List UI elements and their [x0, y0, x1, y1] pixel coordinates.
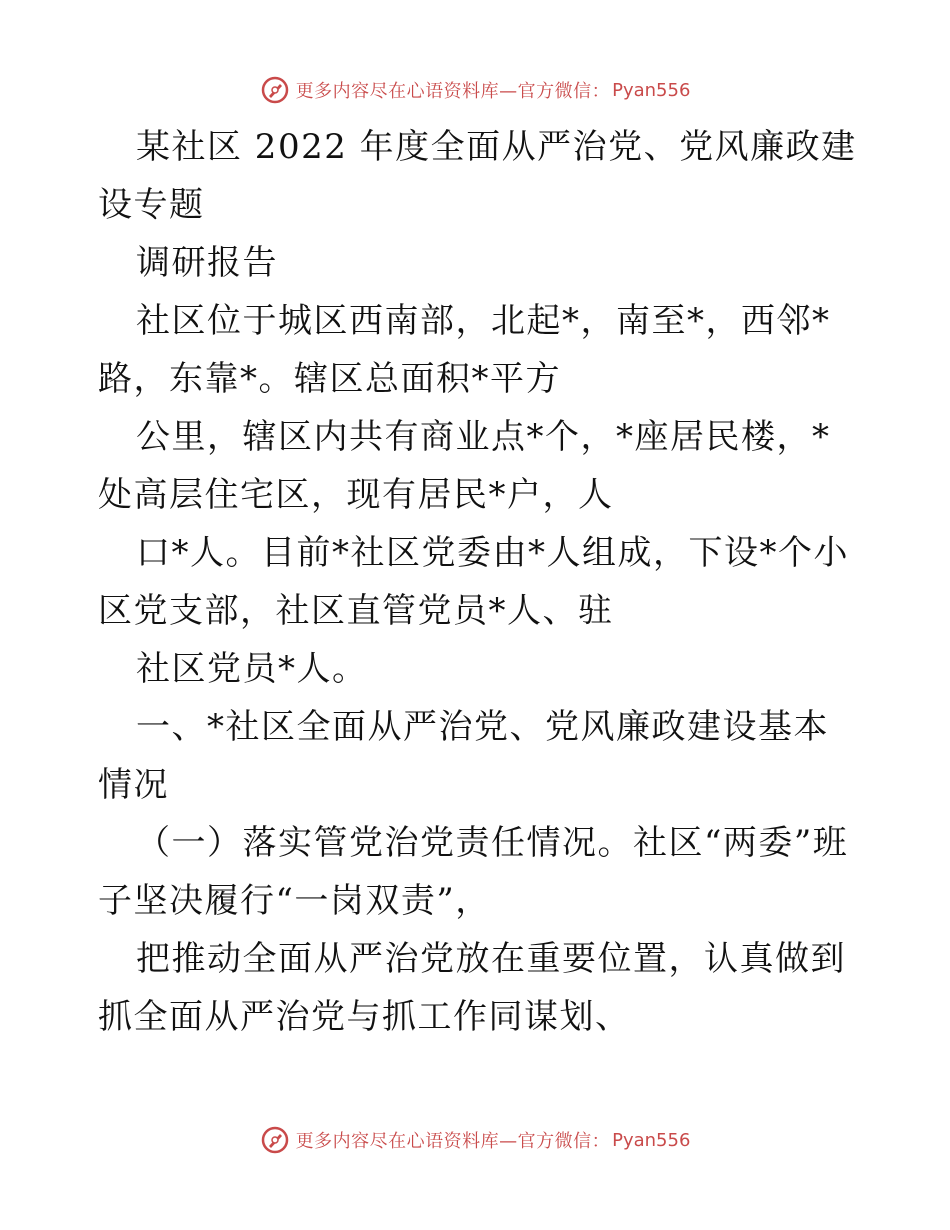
paragraph: 社区位于城区西南部，北起*，南至*，西邻*路，东靠*。辖区总面积*平方 [98, 301, 831, 399]
watermark-wechat-id: Pyan556 [612, 1129, 691, 1151]
watermark-wechat-id: Pyan556 [612, 79, 691, 101]
paragraph: （一）落实管党治党责任情况。社区“两委”班子坚决履行“一岗双责”， [98, 823, 849, 921]
watermark-text: 更多内容尽在心语资料库—官方微信： [295, 1131, 611, 1152]
document-body [98, 118, 858, 1046]
paragraph: 把推动全面从严治党放在重要位置，认真做到抓全面从严治党与抓工作同谋划、 [98, 939, 846, 1037]
paragraph: 口*人。目前*社区党委由*人组成，下设*个小区党支部，社区直管党员*人、驻 [98, 533, 849, 631]
brand-logo-icon [260, 1125, 290, 1155]
document-subtitle: 调研报告 [136, 243, 278, 283]
section-heading: 一、*社区全面从严治党、党风廉政建设基本情况 [98, 707, 829, 805]
brand-logo-icon [260, 75, 290, 105]
watermark-footer [0, 1122, 950, 1158]
paragraph: 公里，辖区内共有商业点*个，*座居民楼，*处高层住宅区，现有居民*户，人 [98, 417, 831, 515]
watermark-text: 更多内容尽在心语资料库—官方微信： [295, 81, 611, 102]
document-title: 某社区 2022 年度全面从严治党、党风廉政建设专题 [98, 127, 857, 225]
paragraph: 社区党员*人。 [136, 649, 368, 689]
watermark-header [0, 72, 950, 108]
